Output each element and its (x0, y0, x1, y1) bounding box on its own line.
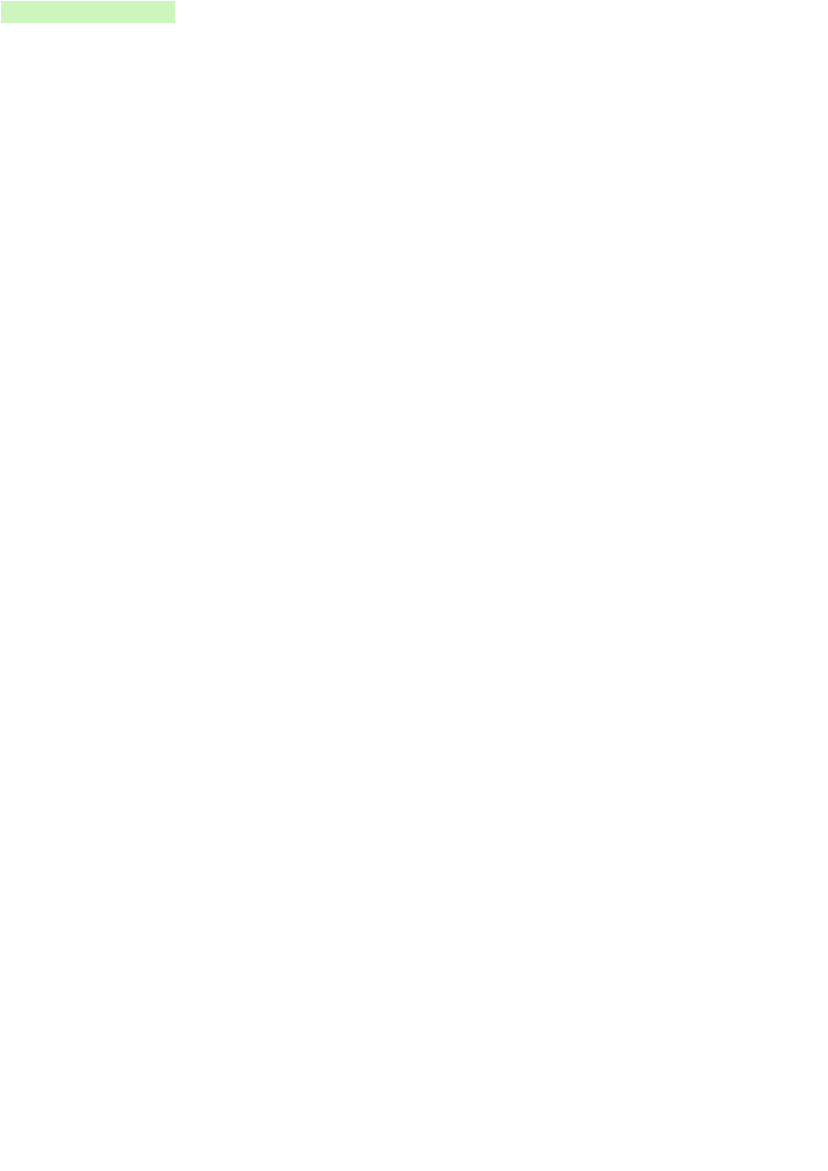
section-heading-problematyka (1, 0, 828, 23)
